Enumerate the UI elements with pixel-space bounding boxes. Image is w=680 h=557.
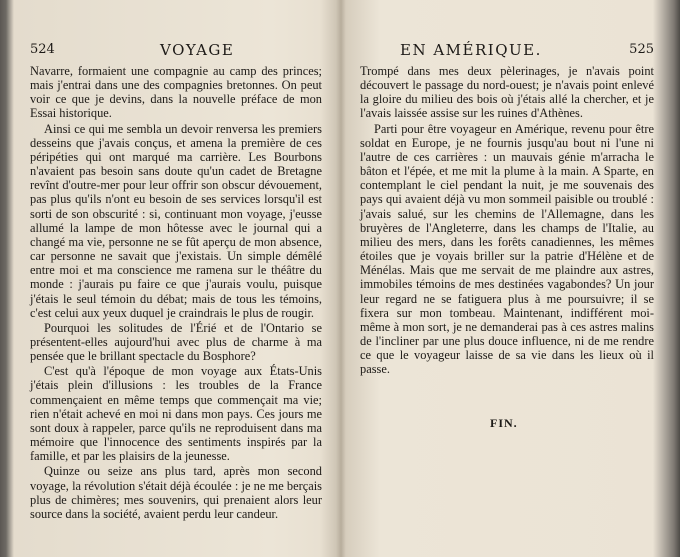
page-number: 524 xyxy=(30,42,55,57)
paragraph: Ainsi ce qui me sembla un devoir renversa les premiers desseins que j'avais conçus, et amena la première de ces péripéties qui ont marqué ma carrière. Les Bourbons n'avaient pas besoin sans doute qu'un cadet de Bretagne revînt d'outre-mer pour leur offrir son obscur dévouement, pas plus qu'ils n'ont eu besoin de ses services lorsqu'il est sorti de son obscurité : si, continuant mon voyage, j'eusse allumé la lampe de mon hôtesse avec le journal qui a changé ma vie, personne ne se fût aperçu de mon absence, car personne ne savait que j'existais. Un simple démêlé entre moi et ma conscience me ramena sur le théâtre du monde : j'aurais pu faire ce que j'aurais voulu, puisque j'étais le seul témoin du débat; mais de tous les témoins, c'est celui aux yeux duquel je craindrais le plus de rougir. xyxy=(30,121,322,320)
right-page xyxy=(360,0,654,557)
running-head: EN AMÉRIQUE. xyxy=(400,41,542,59)
left-page-header xyxy=(30,42,322,60)
paragraph: Parti pour être voyageur en Amérique, revenu pour être soldat en Europe, je ne fournis jusqu'au bout ni l'une ni l'autre de ces carrières : un mauvais génie m'arracha le bâton et l'épée, et me mit la plume à la main. A Sparte, en contemplant le ciel pendant la nuit, je me souvenais des pays qui avaient déjà vu mon sommeil paisible ou troublé : j'avais salué, sur les chemins de l'Allemagne, dans les bruyères de l'Angleterre, dans les champs de l'Italie, au milieu des mers, dans les forêts canadiennes, les mêmes étoiles que je voyais briller sur la patrie d'Hélène et de Ménélas. Mais que me servait de me plaindre aux astres, immobiles témoins de mes destinées vagabondes? Un jour leur regard ne se fatiguera plus à me poursuivre; il se fixera sur mon tombeau. Maintenant, indifférent moi-même à mon sort, je ne demanderai pas à ces astres malins de l'incliner par une plus douce influence, ni de me rendre ce que le voyageur laisse de sa vie dans les lieux où il passe. xyxy=(360,121,654,377)
end-mark: FIN. xyxy=(490,416,518,430)
paragraph: C'est qu'à l'époque de mon voyage aux États-Unis j'étais plein d'illusions : les troubles de la France commençaient en même temps que commençait ma vie; rien n'était achevé en moi ni dans mon pays. Ces jours me sont doux à rappeler, parce qu'ils ne reproduisent dans ma mémoire que l'innocence des sentiments inspirés par la famille, et par les plaisirs de la jeunesse. xyxy=(30,364,322,464)
page-number: 525 xyxy=(629,42,654,57)
paragraph: Quinze ou seize ans plus tard, après mon second voyage, la révolution s'était déjà écoulée : je ne me berçais plus de chimères; mes souvenirs, qui prenaient alors leur source dans la société, avaient perdu leur candeur. xyxy=(30,464,322,521)
paragraph: Pourquoi les solitudes de l'Érié et de l'Ontario se présentent-elles aujourd'hui avec plus de charme à ma pensée que le brillant spectacle du Bosphore? xyxy=(30,320,322,364)
paragraph: Navarre, formaient une compagnie au camp des princes; mais j'entrai dans une des compagnies bretonnes. On peut voir ce que je devins, dans la nouvelle préface de mon Essai historique. xyxy=(30,64,322,121)
running-head: VOYAGE xyxy=(160,41,235,59)
left-page-body xyxy=(30,64,322,521)
right-page-body xyxy=(360,64,654,376)
right-page-header xyxy=(360,42,654,60)
paragraph: Trompé dans mes deux pèlerinages, je n'avais point découvert le passage du nord-ouest; je n'avais point enlevé la gloire du milieu des bois où j'étais allé la chercher, et je l'avais laissée assise sur les ruines d'Athènes. xyxy=(360,64,654,121)
left-page xyxy=(30,0,322,557)
